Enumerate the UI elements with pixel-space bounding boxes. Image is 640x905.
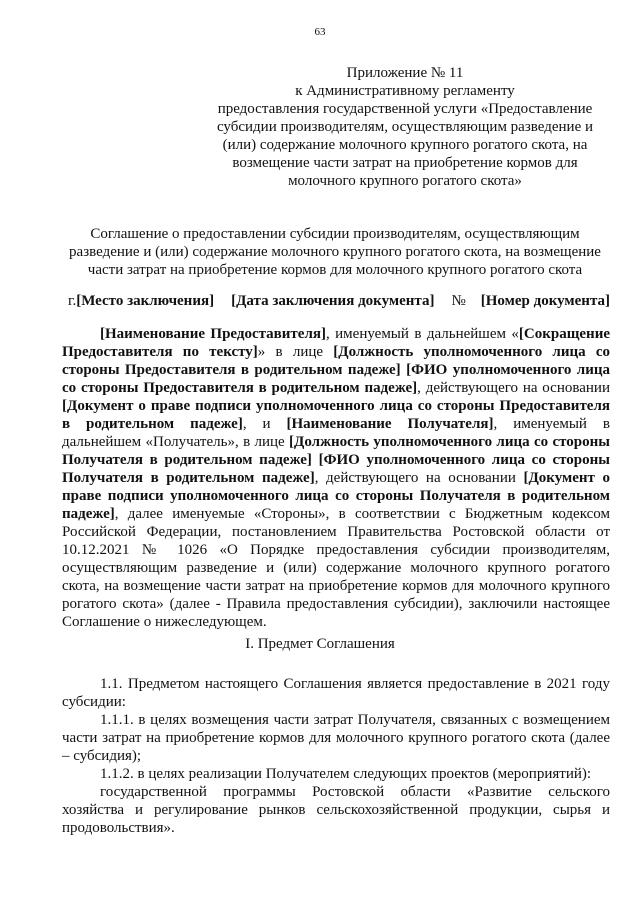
preamble-line (62, 469, 610, 487)
appendix-line: (или) содержание молочного крупного рогатого скота, на (222, 137, 588, 153)
clause-line: субсидии: (62, 694, 126, 710)
agreement-title-line: Соглашение о предоставлении субсидии производителям, осуществляющим (90, 226, 580, 242)
recipient-document-placeholder: падеже] (62, 506, 115, 522)
recipient-name-placeholder: [Наименование Получателя] (286, 416, 494, 432)
provider-name-placeholder: [Наименование Предоставителя] (100, 326, 326, 342)
preamble-text: , именуемый в (493, 416, 610, 432)
clause-1-1 (62, 675, 610, 711)
appendix-line: субсидии производителям, осуществляющим разведение и (216, 119, 594, 135)
preamble-text: » в лице (257, 344, 334, 360)
provider-document-placeholder: [Документ о праве подписи уполномоченного лица со стороны Предоставителя (62, 398, 610, 414)
preamble-line (62, 487, 610, 505)
preamble-line (62, 361, 610, 379)
preamble-text: , и (242, 416, 287, 432)
clause-line: 1.1. Предметом настоящего Соглашения является предоставление в 2021 году (100, 676, 610, 692)
preamble-line (62, 433, 610, 451)
provider-short-name-placeholder: Предоставителя по тексту] (62, 344, 258, 360)
recipient-fio-placeholder: Получателя в родительном падеже] (62, 470, 315, 486)
clause-1-1-2 (62, 765, 610, 837)
recipient-position-placeholder: Получателя в родительном падеже] (62, 452, 312, 468)
preamble-text: , действующего на основании (314, 470, 524, 486)
page-number: 63 (314, 26, 326, 38)
appendix-line: к Административному регламенту (295, 83, 515, 99)
preamble-line (62, 505, 610, 523)
section-title: I. Предмет Соглашения (245, 636, 395, 652)
provider-document-placeholder: в родительном падеже] (62, 416, 243, 432)
provider-fio-placeholder: [ФИО уполномоченного лица (406, 362, 611, 378)
provider-short-name-placeholder: [Сокращение (518, 326, 610, 342)
provider-position-placeholder: стороны Предоставителя в родительном падеже] (62, 362, 401, 378)
preamble-text: , именуемый в дальнейшем « (325, 326, 519, 342)
preamble-line: рогатого скота» (далее - Правила предоставления субсидии), заключили настоящее (62, 596, 610, 612)
preamble-line: скота, на возмещение части затрат на приобретение кормов для молочного крупного (62, 578, 610, 594)
appendix-line: возмещение части затрат на приобретение кормов для (232, 155, 578, 171)
recipient-document-placeholder: праве подписи уполномоченного лица со стороны Получателя в родительном (62, 488, 610, 504)
recipient-position-placeholder: [Должность уполномоченного лица со стороны (289, 434, 610, 450)
place-date-number-line (68, 292, 610, 310)
preamble-line: осуществляющим разведение и (или) содержание молочного крупного рогатого (62, 560, 610, 576)
preamble-line: Соглашение о нижеследующем. (62, 614, 267, 630)
preamble-paragraph (62, 325, 610, 631)
agreement-title-line: разведение и (или) содержание молочного крупного рогатого скота, на возмещение (69, 244, 601, 260)
provider-fio-placeholder: со стороны Предоставителя в родительном падеже] (62, 380, 418, 396)
clause-line: продовольствия». (62, 820, 175, 836)
preamble-text: , действующего на основании (417, 380, 610, 396)
clause-line: 1.1.1. в целях возмещения части затрат Получателя, связанных с возмещением (100, 712, 610, 728)
appendix-header (198, 64, 612, 190)
place-field (68, 292, 214, 310)
preamble-line: 10.12.2021 № 1026 «О Порядке предоставления субсидии производителям, (62, 542, 610, 558)
preamble-line (62, 343, 610, 361)
agreement-title (52, 225, 618, 279)
number-sign: № (451, 293, 466, 309)
clause-line: 1.1.2. в целях реализации Получателем следующих проектов (мероприятий): (100, 766, 592, 782)
date-placeholder: [Дата заключения документа] (231, 293, 435, 309)
number-field (451, 292, 610, 310)
preamble-text (312, 452, 319, 468)
agreement-title-line: части затрат на приобретение кормов для молочного крупного рогатого скота (87, 262, 583, 278)
clause-line: государственной программы Ростовской области «Развитие сельского (100, 784, 610, 800)
preamble-line (62, 451, 610, 469)
preamble-line: Российской Федерации, постановлением Правительства Ростовской области от (62, 524, 610, 540)
preamble-line (62, 379, 610, 397)
clause-line: – субсидия); (62, 748, 142, 764)
preamble-line (62, 325, 610, 343)
preamble-text: , далее именуемые «Стороны», в соответствии с Бюджетным кодексом (114, 506, 610, 522)
recipient-document-placeholder: [Документ о (523, 470, 611, 486)
appendix-line: предоставления государственной услуги «Предоставление (217, 101, 593, 117)
clause-line: части затрат на приобретение кормов для молочного крупного рогатого скота (далее (62, 730, 610, 746)
clause-line: хозяйства и регулирование рынков сельскохозяйственной продукции, сырья и (62, 802, 610, 818)
preamble-line (62, 415, 610, 433)
city-prefix: г. (68, 293, 77, 309)
provider-position-placeholder: [Должность уполномоченного лица со (333, 344, 611, 360)
preamble-line (62, 397, 610, 415)
preamble-text: дальнейшем «Получатель», в лице (62, 434, 290, 450)
appendix-line: Приложение № 11 (346, 65, 464, 81)
place-placeholder: [Место заключения] (76, 293, 215, 309)
recipient-fio-placeholder: [ФИО уполномоченного лица со стороны (318, 452, 611, 468)
clause-1-1-1 (62, 711, 610, 765)
appendix-line: молочного крупного рогатого скота» (288, 173, 522, 189)
number-placeholder: [Номер документа] (480, 293, 610, 309)
